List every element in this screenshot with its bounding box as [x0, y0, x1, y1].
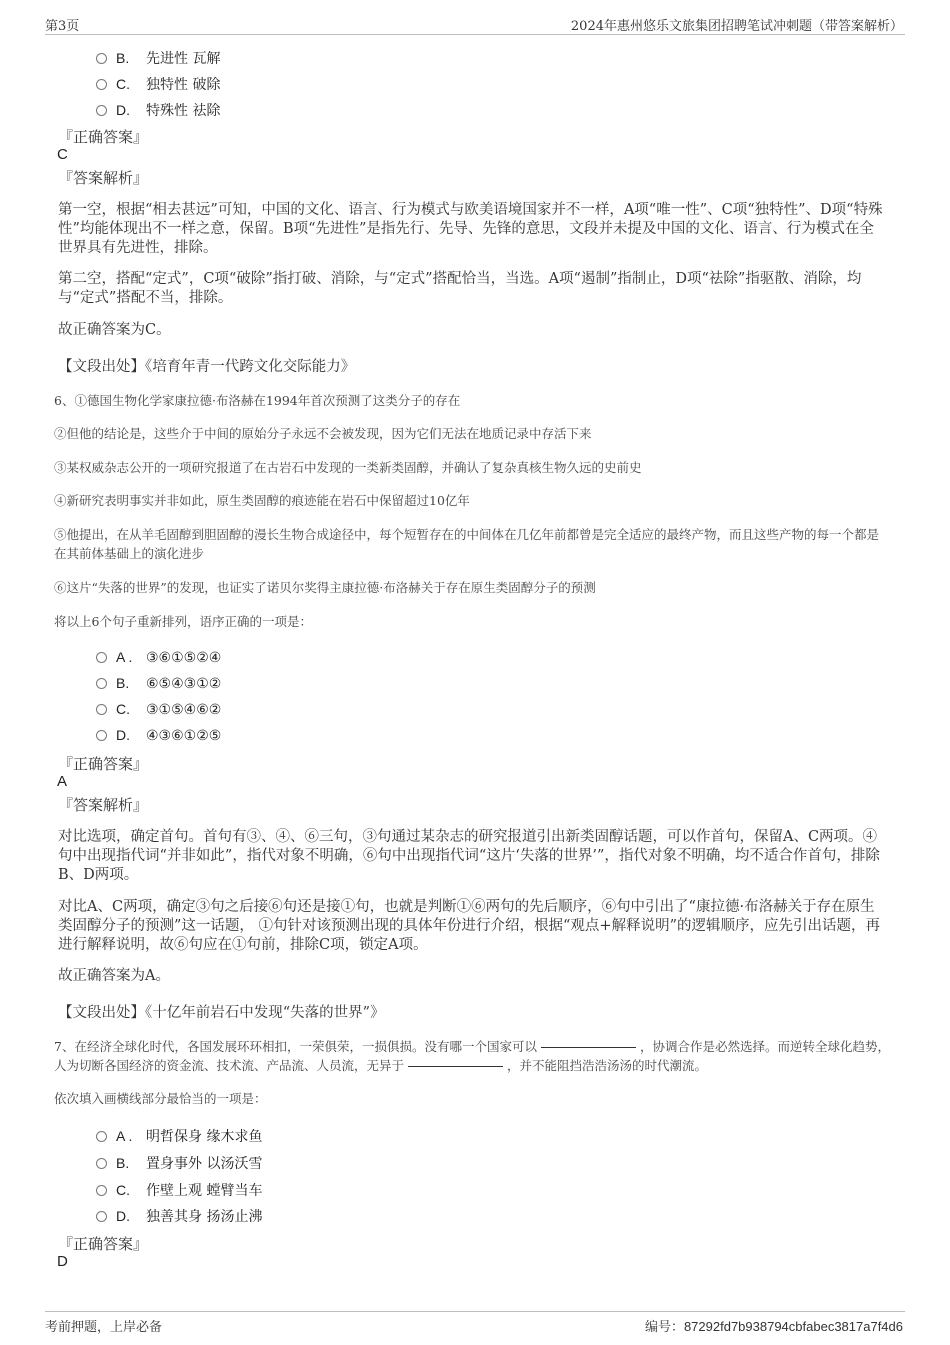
page-number: 第3页 [45, 19, 80, 34]
q7-option-d[interactable]: D. 独善其身 扬汤止沸 [96, 1206, 262, 1226]
q5-answer: C [57, 146, 68, 163]
radio-icon[interactable] [96, 79, 107, 90]
q6-option-a[interactable]: A . ③⑥①⑤②④ [96, 649, 221, 666]
q7-stem: 7、在经济全球化时代，各国发展环环相扣，一荣俱荣，一损俱损。没有哪一个国家可以 ，协调合作是必然选择。而逆转全球化趋势，人为切断各国经济的资金流、技术流、产品流、人员流，无异于 ，并不能阻挡浩浩汤汤的时代潮流。 [54, 1039, 890, 1073]
radio-icon[interactable] [96, 652, 107, 663]
radio-icon[interactable] [96, 53, 107, 64]
q5-analysis-paragraph-2: 第二空，搭配“定式”，C项“破除”指打破、消除，与“定式”搭配恰当，当选。A项“遏制”指制止，D项“祛除”指驱散、消除，均与“定式”搭配不当，排除。 [58, 271, 862, 306]
fill-blank-2[interactable] [408, 1065, 503, 1067]
q7-option-c[interactable]: C. 作壁上观 螳臂当车 [96, 1180, 262, 1200]
radio-icon[interactable] [96, 1158, 107, 1169]
fill-blank-1[interactable] [541, 1046, 636, 1048]
radio-icon[interactable] [96, 678, 107, 689]
q6-analysis-conclusion: 故正确答案为A。 [58, 968, 170, 984]
q6-sentence-6: ⑥这片“失落的世界”的发现，也证实了诺贝尔奖得主康拉德·布洛赫关于存在原生类固醇分子的预测 [54, 580, 596, 595]
q6-prompt: 将以上6个句子重新排列，语序正确的一项是： [54, 614, 312, 629]
q5-option-c[interactable]: C. 独特性 破除 [96, 74, 220, 94]
q6-analysis-paragraph-2: 对比A、C两项，确定③句之后接⑥句还是接①句，也就是判断①⑥两句的先后顺序，⑥句中引出了“康拉德·布洛赫关于存在原生类固醇分子的预测”这一话题， ①句针对该预测出现的具体年份进行介绍，根据“观点+解释说明”的逻辑顺序，应先引出话题，再进行解释说明，故⑥句应在①句前，排除C项，锁定A项。 [58, 899, 880, 953]
q7-option-a[interactable]: A . 明哲保身 缘木求鱼 [96, 1126, 262, 1146]
document-title: 2024年惠州悠乐文旅集团招聘笔试冲刺题（带答案解析） [570, 19, 903, 34]
radio-icon[interactable] [96, 704, 107, 715]
q6-answer: A [57, 773, 68, 790]
document-code: 编号：87292fd7b938794cbfabec3817a7f4d6 [644, 1319, 903, 1334]
q6-sentence-5: ⑤他提出，在从羊毛固醇到胆固醇的漫长生物合成途径中，每个短暂存在的中间体在几亿年前都曾是完全适应的最终产物，而且这些产物的每一个都是在其前体基础上的演化进步 [54, 527, 880, 561]
q7-option-b[interactable]: B. 置身事外 以汤沃雪 [96, 1153, 262, 1173]
q6-analysis-label: 『答案解析』 [58, 796, 149, 814]
q5-option-d[interactable]: D. 特殊性 祛除 [96, 100, 220, 120]
q6-sentence-4: ④新研究表明事实并非如此，原生类固醇的痕迹能在岩石中保留超过10亿年 [54, 493, 470, 508]
q6-source: 【文段出处】《十亿年前岩石中发现“失落的世界”》 [58, 1005, 385, 1021]
page-footer [45, 1311, 905, 1336]
q7-prompt: 依次填入画横线部分最恰当的一项是： [54, 1091, 267, 1106]
q7-answer-label: 『正确答案』 [58, 1235, 149, 1253]
q5-analysis-label: 『答案解析』 [58, 169, 149, 187]
q5-source: 【文段出处】《培育年青一代跨文化交际能力》 [58, 359, 356, 375]
q5-answer-label: 『正确答案』 [58, 128, 149, 146]
q5-analysis-conclusion: 故正确答案为C。 [58, 322, 171, 338]
q6-option-c[interactable]: C. ③①⑤④⑥② [96, 701, 221, 718]
radio-icon[interactable] [96, 730, 107, 741]
q6-answer-label: 『正确答案』 [58, 755, 149, 773]
q6-sentence-1: 6、①德国生物化学家康拉德·布洛赫在1994年首次预测了这类分子的存在 [54, 393, 461, 408]
q6-sentence-3: ③某权威杂志公开的一项研究报道了在古岩石中发现的一类新类固醇，并确认了复杂真核生物久远的史前史 [54, 460, 642, 475]
page-header [45, 12, 905, 35]
radio-icon[interactable] [96, 1185, 107, 1196]
q6-option-d[interactable]: D. ④③⑥①②⑤ [96, 727, 221, 744]
q6-analysis-paragraph-1: 对比选项，确定首句。首句有③、④、⑥三句，③句通过某杂志的研究报道引出新类固醇话题，可以作首句，保留A、C两项。④句中出现指代词“并非如此”，指代对象不明确，⑥句中出现指代词“这片‘失落的世界’”，指代对象不明确，均不适合作首句，排除B、D两项。 [58, 829, 880, 883]
q5-option-b[interactable]: B. 先进性 瓦解 [96, 48, 220, 68]
q7-answer: D [57, 1253, 68, 1270]
q6-option-b[interactable]: B. ⑥⑤④③①② [96, 675, 221, 692]
radio-icon[interactable] [96, 1131, 107, 1142]
footer-slogan: 考前押题，上岸必备 [45, 1320, 163, 1335]
radio-icon[interactable] [96, 1211, 107, 1222]
q5-analysis-paragraph-1: 第一空，根据“相去甚远”可知，中国的文化、语言、行为模式与欧美语境国家并不一样，A项“唯一性”、C项“独特性”、D项“特殊性”均能体现出不一样之意，保留。B项“先进性”是指先行、先导、先锋的意思，文段并未提及中国的文化、语言、行为模式在全世界具有先进性，排除。 [58, 202, 883, 256]
q6-sentence-2: ②但他的结论是，这些介于中间的原始分子永远不会被发现，因为它们无法在地质记录中存活下来 [54, 426, 592, 441]
radio-icon[interactable] [96, 105, 107, 116]
